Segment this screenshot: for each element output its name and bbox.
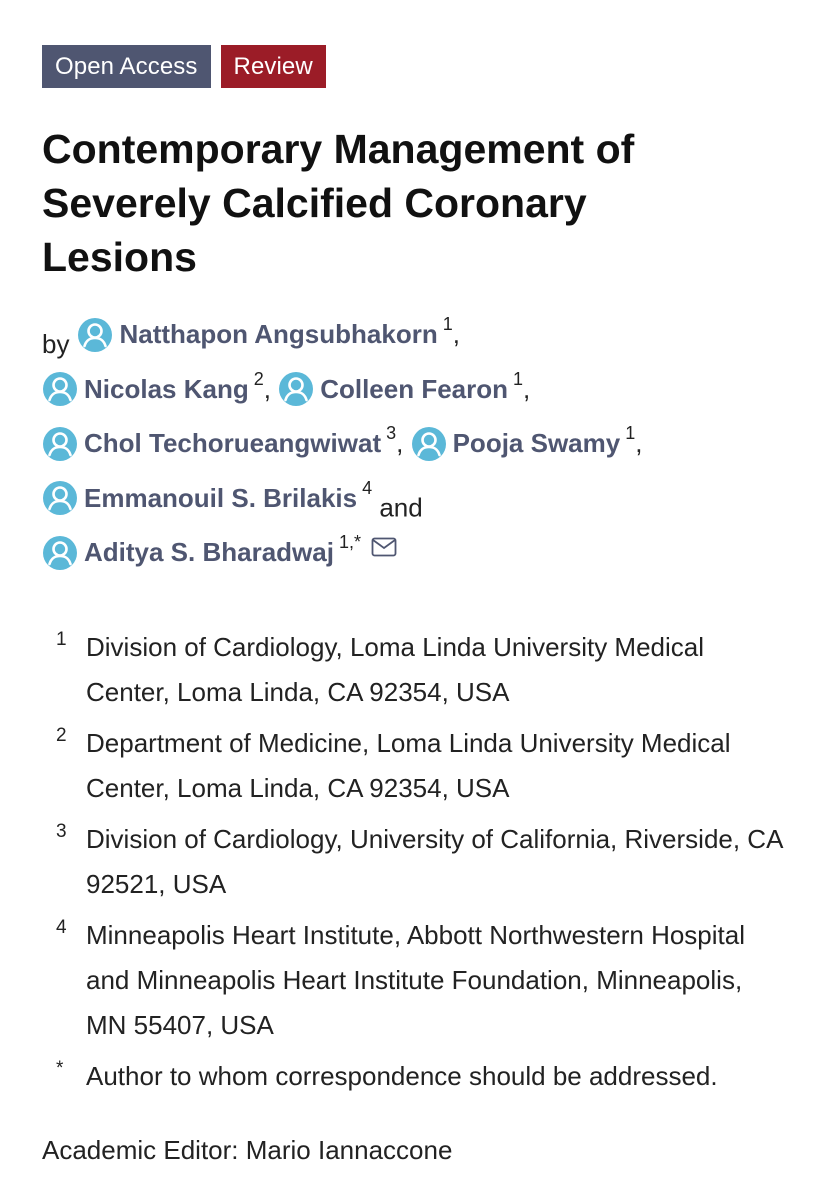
separator: ,: [396, 428, 404, 458]
separator: ,: [263, 373, 271, 404]
by-label: by: [42, 328, 70, 359]
author-link[interactable]: [42, 530, 397, 575]
author-link[interactable]: [42, 421, 403, 466]
affiliation-marker: 3: [386, 423, 397, 443]
person-circle-icon: [42, 480, 78, 516]
affiliation-item: [42, 817, 802, 907]
affiliation-number: 4: [56, 916, 67, 938]
affiliation-number: 2: [56, 724, 67, 746]
author-link[interactable]: [42, 476, 372, 521]
affiliation-number: 3: [56, 820, 67, 842]
affiliation-text: Division of Cardiology, Loma Linda University Medical Center, Loma Linda, CA 92354, USA: [86, 631, 705, 707]
author-link[interactable]: [278, 367, 530, 412]
and-label: and: [379, 492, 423, 522]
author-name[interactable]: Chol Techorueangwiwat: [84, 428, 382, 458]
separator: ,: [452, 319, 460, 349]
affiliation-item: [42, 625, 802, 715]
affiliation-text: Minneapolis Heart Institute, Abbott Northwestern Hospital and Minneapolis Heart Institute Foundation, Minneapolis, MN 55407, USA: [86, 919, 746, 1040]
affiliation-marker: 1: [625, 423, 636, 443]
review-badge[interactable]: Review: [221, 45, 326, 88]
author-link[interactable]: [77, 312, 460, 357]
author-link[interactable]: [411, 421, 643, 466]
article-title: Contemporary Management of Severely Calcified Coronary Lesions: [42, 126, 635, 280]
author-name[interactable]: Emmanouil S. Brilakis: [84, 482, 358, 513]
person-circle-icon: [77, 317, 113, 353]
open-access-badge[interactable]: Open Access: [42, 45, 211, 88]
affiliation-text: Author to whom correspondence should be addressed.: [86, 1060, 718, 1091]
affiliation-number: *: [56, 1057, 64, 1079]
person-circle-icon: [42, 371, 78, 407]
author-name[interactable]: Natthapon Angsubhakorn: [119, 319, 438, 349]
affiliation-marker: 4: [362, 477, 373, 498]
affiliation-marker: 1: [513, 368, 524, 389]
separator: ,: [635, 428, 643, 458]
person-circle-icon: [411, 426, 447, 462]
affiliation-text: Division of Cardiology, University of California, Riverside, CA 92521, USA: [86, 823, 782, 899]
separator: ,: [523, 373, 531, 404]
person-circle-icon: [278, 371, 314, 407]
affiliation-marker: 1,*: [338, 532, 361, 552]
author-link[interactable]: [42, 367, 271, 412]
correspondence-note: [42, 1054, 802, 1099]
affiliation-marker: 1: [442, 314, 453, 334]
author-list: [42, 312, 802, 585]
author-name[interactable]: Aditya S. Bharadwaj: [84, 537, 334, 567]
affiliation-marker: 2: [253, 368, 264, 389]
person-circle-icon: [42, 535, 78, 571]
author-name[interactable]: Nicolas Kang: [84, 373, 249, 404]
affiliation-list: [42, 625, 802, 1099]
article-header: [42, 45, 802, 1165]
affiliation-item: [42, 721, 802, 811]
author-name[interactable]: Pooja Swamy: [452, 428, 621, 458]
affiliation-number: 1: [56, 628, 67, 650]
affiliation-item: [42, 913, 802, 1048]
author-name[interactable]: Colleen Fearon: [320, 373, 509, 404]
academic-editor: Academic Editor: Mario Iannaccone: [42, 1135, 453, 1165]
badge-row: [42, 45, 802, 88]
envelope-icon[interactable]: [371, 537, 397, 557]
person-circle-icon: [42, 426, 78, 462]
affiliation-text: Department of Medicine, Loma Linda University Medical Center, Loma Linda, CA 92354, USA: [86, 727, 731, 803]
